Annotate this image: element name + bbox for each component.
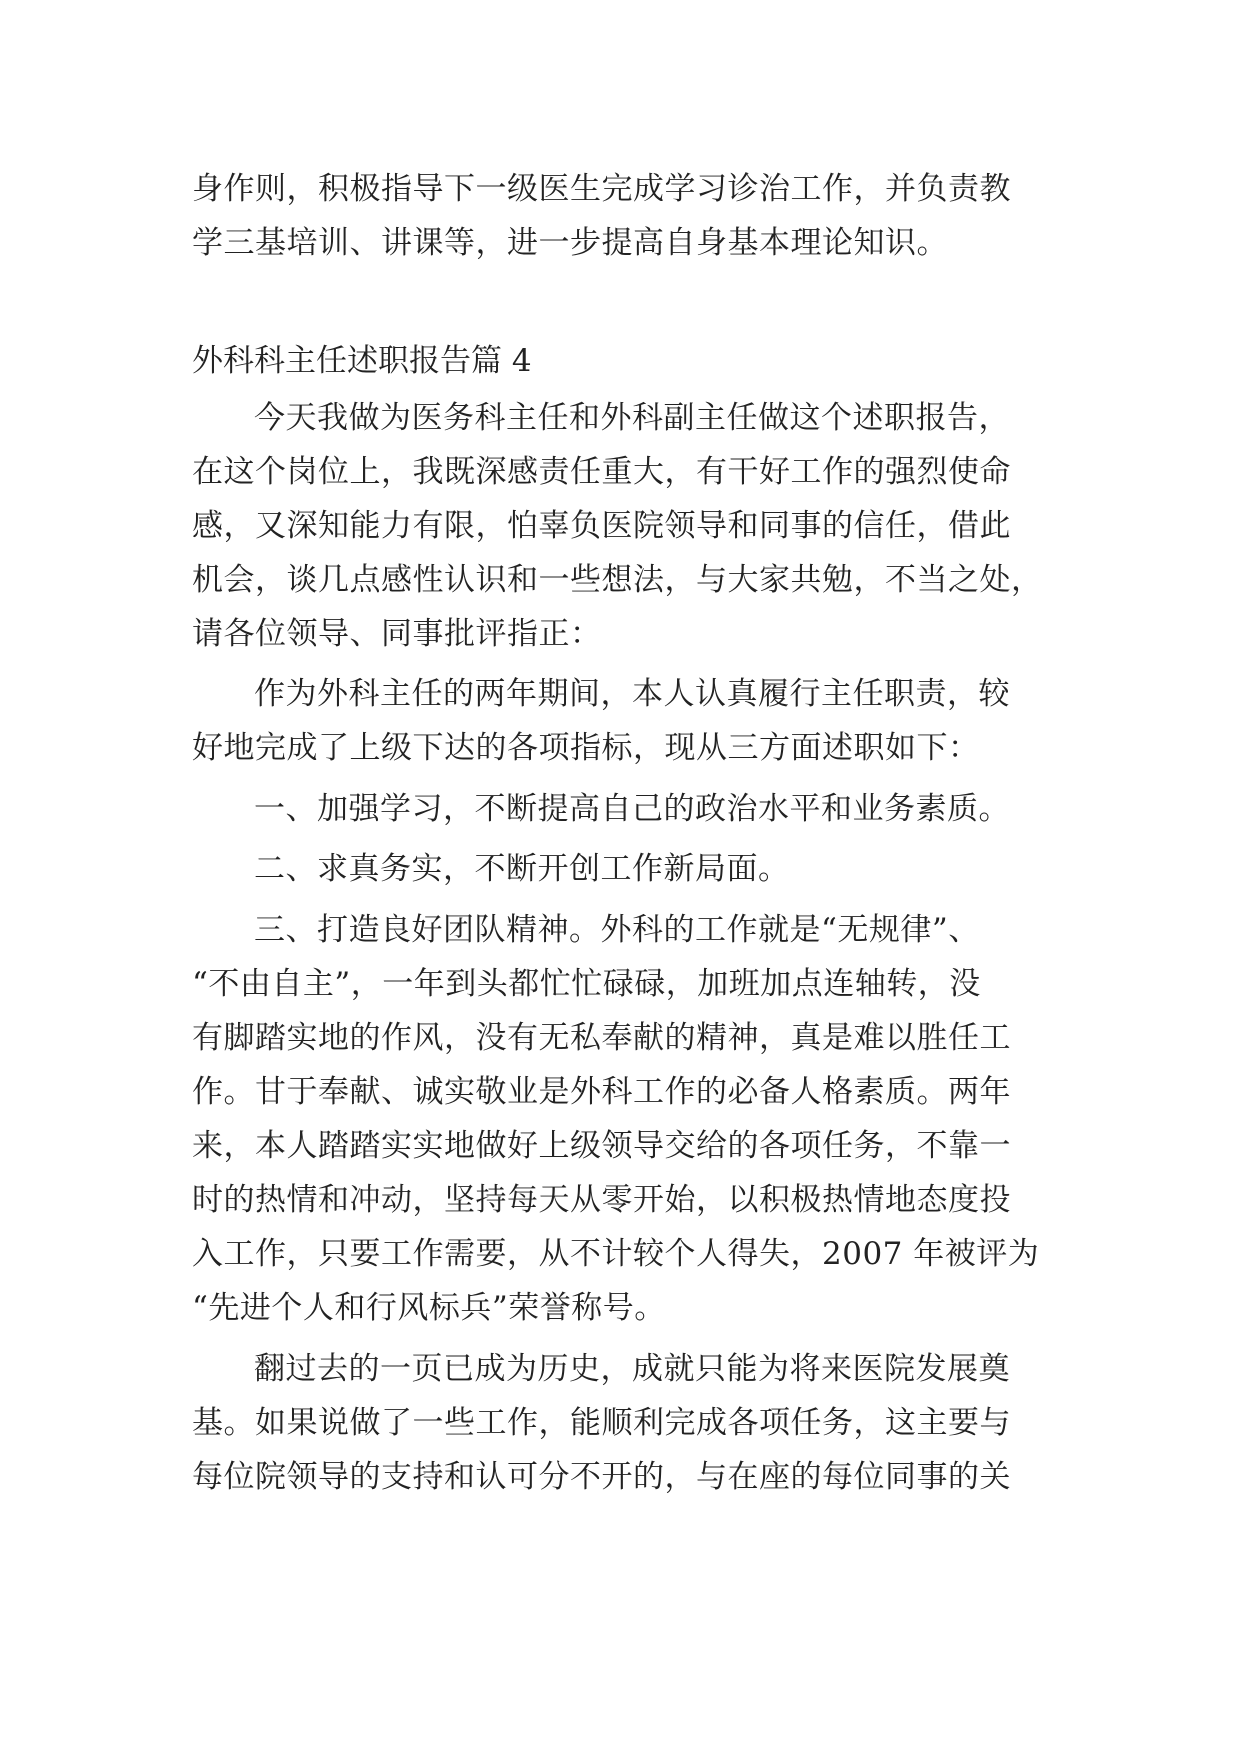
text-line: 作为外科主任的两年期间，本人认真履行主任职责，较 <box>254 676 1010 712</box>
text-line: 在这个岗位上，我既深感责任重大，有干好工作的强烈使命 <box>192 454 1011 490</box>
text-line: 今天我做为医务科主任和外科副主任做这个述职报告， <box>254 400 1010 436</box>
text-line: 作。甘于奉献、诚实敬业是外科工作的必备人格素质。两年 <box>192 1074 1011 1110</box>
text-line: “先进个人和行风标兵”荣誉称号。 <box>192 1290 666 1326</box>
text-line: 每位院领导的支持和认可分不开的，与在座的每位同事的关 <box>192 1459 1011 1495</box>
text-line: “不由自主”，一年到头都忙忙碌碌，加班加点连轴转，没 <box>192 966 981 1002</box>
text-line: 请各位领导、同事批评指正： <box>192 616 602 652</box>
list-item: 二、求真务实，不断开创工作新局面。 <box>254 851 790 887</box>
text-line: 身作则，积极指导下一级医生完成学习诊治工作，并负责教 <box>192 171 1011 207</box>
text-line: 感，又深知能力有限，怕辜负医院领导和同事的信任，借此 <box>192 508 1011 544</box>
text-line: 翻过去的一页已成为历史，成就只能为将来医院发展奠 <box>254 1351 1010 1387</box>
text-line: 入工作，只要工作需要，从不计较个人得失，2007 年被评为 <box>192 1236 1040 1272</box>
list-item: 一、加强学习，不断提高自己的政治水平和业务素质。 <box>254 791 1010 827</box>
text-line: 有脚踏实地的作风，没有无私奉献的精神，真是难以胜任工 <box>192 1020 1011 1056</box>
section-heading: 外科科主任述职报告篇 4 <box>192 343 532 379</box>
text-line: 好地完成了上级下达的各项指标，现从三方面述职如下： <box>192 730 980 766</box>
text-line: 机会，谈几点感性认识和一些想法，与大家共勉，不当之处， <box>192 562 1043 598</box>
text-line: 学三基培训、讲课等，进一步提高自身基本理论知识。 <box>192 225 948 261</box>
text-line: 时的热情和冲动，坚持每天从零开始，以积极热情地态度投 <box>192 1182 1011 1218</box>
list-item: 三、打造良好团队精神。外科的工作就是“无规律”、 <box>254 912 980 948</box>
text-line: 基。如果说做了一些工作，能顺利完成各项任务，这主要与 <box>192 1405 1011 1441</box>
text-line: 来，本人踏踏实实地做好上级领导交给的各项任务，不靠一 <box>192 1128 1011 1164</box>
